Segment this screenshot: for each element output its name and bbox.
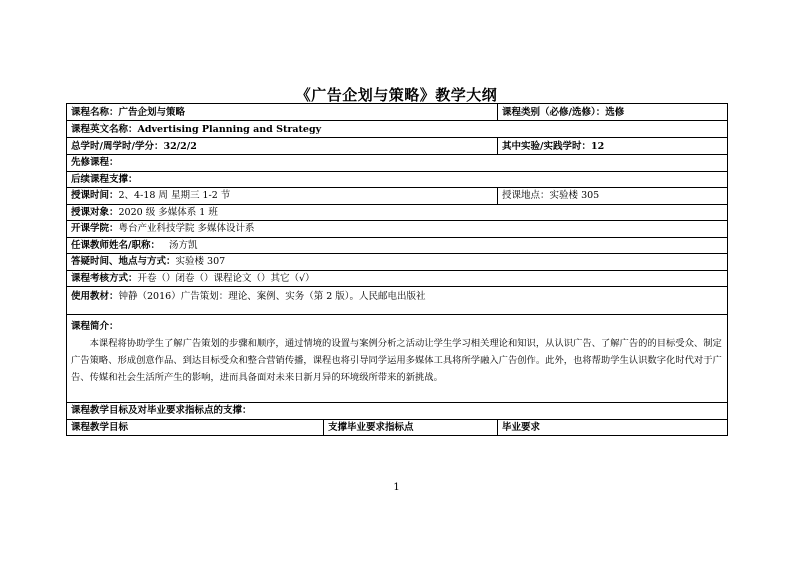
time-value: 2、4-18 周 星期三 1-2 节 [118, 190, 231, 202]
row-followup [67, 171, 728, 188]
intro-label: 课程简介： [71, 321, 119, 332]
row-objectives-header [67, 419, 728, 436]
course-type-value: 选修 [605, 106, 625, 118]
textbook-label: 使用教材： [71, 291, 119, 302]
row-time-place [67, 188, 728, 205]
target-label: 授课对象： [71, 206, 119, 218]
target-value: 2020 级 多媒体系 1 班 [118, 206, 218, 218]
row-textbook [67, 287, 728, 315]
qa-label: 答疑时间、地点与方式： [71, 256, 176, 268]
row-course-name [67, 104, 728, 121]
row-prereq [67, 155, 728, 172]
teacher-value: 汤方凯 [169, 239, 198, 251]
exam-value: 开卷（）闭卷（）课程论文（）其它（√） [137, 272, 315, 284]
college-value: 粤台产业科技学院 多媒体设计系 [118, 223, 255, 235]
prereq-label: 先修课程： [71, 157, 119, 169]
row-exam [67, 270, 728, 287]
intro-text: 本课程将协助学生了解广告策划的步骤和顺序，通过情境的设置与案例分析之活动让学生学习相关理论和知识，从认识广告、了解广告的的目标受众、制定广告策略、形成创意作品、到达目标受众和整合营销传播，课程也将引导同学运用多媒体工具将所学融入广告创作。此外，也将帮助学生认识数字化时代对于广告、传媒和社会生活所产生的影响，进而具备面对未来日新月异的环境级所带来的新挑战。 [71, 338, 722, 383]
college-label: 开课学院： [71, 223, 119, 235]
syllabus-table [66, 103, 728, 436]
page-number: 1 [393, 482, 400, 493]
lab-hours-value: 12 [591, 140, 605, 152]
english-name-value: Advertising Planning and Strategy [137, 123, 322, 135]
row-qa [67, 254, 728, 271]
row-hours [67, 138, 728, 155]
col-requirement-header: 毕业要求 [502, 421, 541, 433]
hours-label: 总学时/周学时/学分： [71, 140, 164, 152]
course-name-label: 课程名称： [71, 106, 119, 118]
time-label: 授课时间： [71, 190, 119, 202]
document-title: 《广告企划与策略》教学大纲 [295, 86, 498, 104]
hours-value: 32/2/2 [163, 140, 197, 152]
row-english-name [67, 121, 728, 138]
row-teacher [67, 237, 728, 254]
textbook-value: 钟静（2016）广告策划：理论、案例、实务（第 2 版）。人民邮电出版社 [118, 291, 426, 302]
row-intro [67, 315, 728, 403]
place-label: 授课地点： [502, 190, 550, 202]
col-indicator-header: 支撑毕业要求指标点 [328, 421, 414, 433]
row-objectives [67, 403, 728, 420]
exam-label: 课程考核方式： [71, 272, 138, 284]
course-name-value: 广告企划与策略 [118, 106, 186, 118]
course-type-label: 课程类别（必修/选修）： [502, 106, 606, 118]
row-target [67, 204, 728, 221]
qa-value: 实验楼 307 [175, 256, 226, 268]
lab-hours-label: 其中实验/实践学时： [502, 140, 592, 152]
followup-label: 后续课程支撑： [71, 173, 138, 185]
place-value: 实验楼 305 [549, 190, 600, 202]
english-name-label: 课程英文名称： [71, 123, 138, 135]
teacher-label: 任课教师姓名/职称： [71, 239, 160, 251]
row-college [67, 221, 728, 238]
col-objective-header: 课程教学目标 [71, 421, 129, 433]
objectives-label: 课程教学目标及对毕业要求指标点的支撑： [71, 405, 252, 417]
